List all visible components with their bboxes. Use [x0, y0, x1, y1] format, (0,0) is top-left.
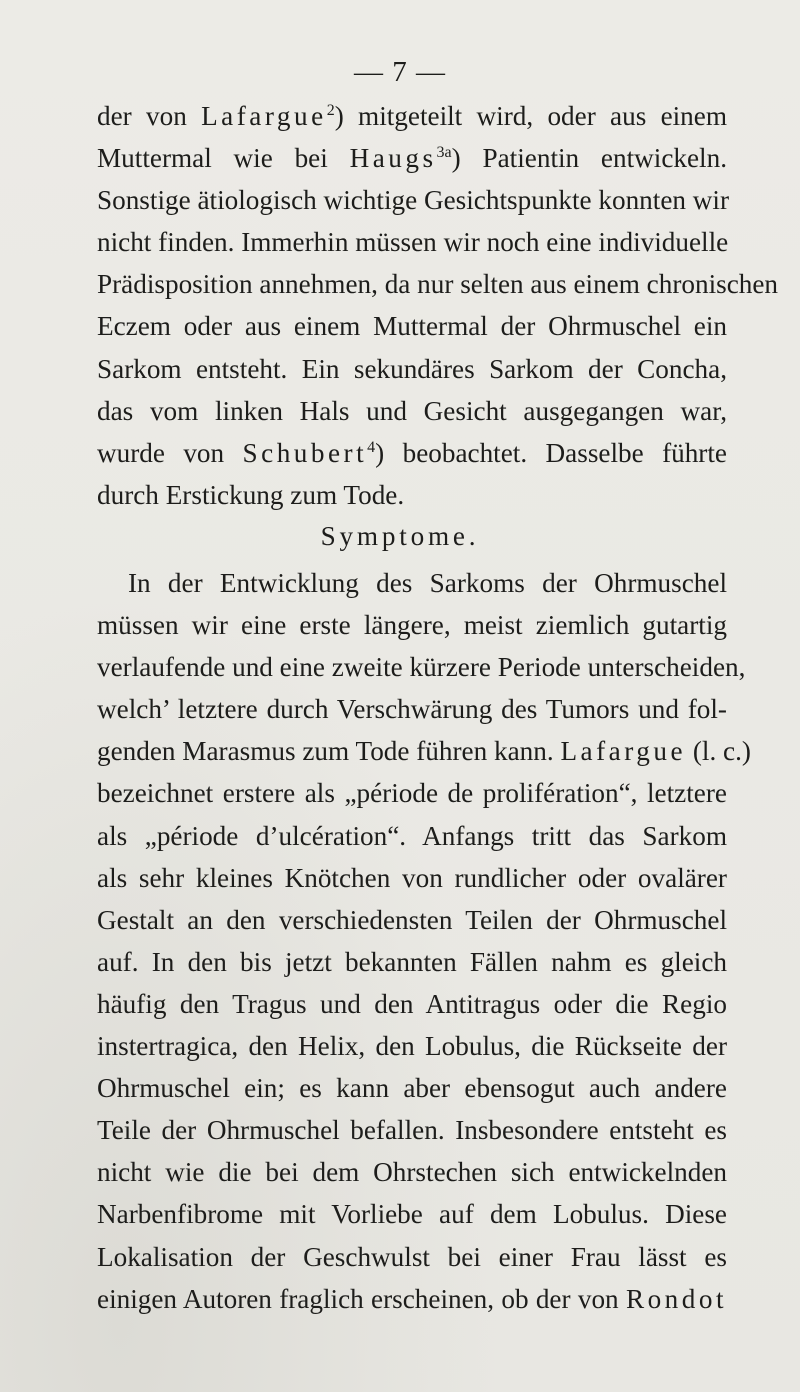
paragraph-etiology	[97, 95, 779, 516]
author-name: Haugs	[349, 143, 437, 174]
text-line: Teile der Ohrmuschel befallen. Insbesondere entsteht es	[97, 1115, 727, 1146]
author-name: Lafargue	[201, 101, 327, 131]
footnote-ref: 4	[367, 438, 376, 456]
text-line: Sarkom entsteht. Ein sekundäres Sarkom der Concha,	[97, 353, 727, 384]
text-line: nicht finden. Immerhin müssen wir noch eine individuelle	[97, 227, 729, 258]
text-line: durch Erstickung zum Tode.	[97, 479, 405, 510]
page-number: — 7 —	[354, 56, 446, 88]
text-line: auf. In den bis jetzt bekannten Fällen nahm es gleich	[97, 946, 727, 977]
text-line: Narbenfibrome mit Vorliebe auf dem Lobulus. Diese	[97, 1199, 727, 1230]
text-line: Sonstige ätiologisch wichtige Gesichtspunkte konnten wir	[97, 185, 730, 216]
text-line: welch’ letztere durch Verschwärung des Tumors und fol-	[97, 694, 727, 725]
text-line: wurde von Schubert$^4$) beobachtet. Dasselbe führte	[97, 437, 727, 468]
footnote-ref: 2	[326, 102, 335, 119]
author-name: Schubert	[242, 437, 368, 468]
text-line: als sehr kleines Knötchen von rundlicher oder ovalärer	[97, 862, 727, 893]
text-line: nicht wie die bei dem Ohrstechen sich entwickelnden	[97, 1157, 727, 1188]
text-line: verlaufende und eine zweite kürzere Periode unterscheiden,	[97, 652, 746, 683]
text-line: Prädisposition annehmen, da nur selten aus einem chronischen	[97, 269, 779, 300]
text-line: das vom linken Hals und Gesicht ausgegangen war,	[97, 395, 727, 426]
author-name: Rondot	[625, 1283, 727, 1314]
text-line: bezeichnet erstere als „période de prolifération“, letztere	[97, 778, 727, 809]
text-line: instertragica, den Helix, den Lobulus, die Rückseite der	[97, 1031, 727, 1062]
text-line: häufig den Tragus und den Antitragus oder die Regio	[97, 988, 727, 1019]
text-line: In der Entwicklung des Sarkoms der Ohrmuschel	[128, 568, 727, 598]
text-line: der von Lafargue$^2$) mitgeteilt wird, oder aus einem	[97, 101, 727, 131]
text-line: Eczem oder aus einem Muttermal der Ohrmuschel ein	[97, 311, 727, 342]
footnote-ref: 3a	[436, 144, 452, 162]
text-line: einigen Autoren fraglich erscheinen, ob der von Rondot	[97, 1283, 727, 1314]
text-line: Ohrmuschel ein; es kann aber ebensogut auch andere	[97, 1073, 727, 1104]
text-line: Muttermal wie bei Haugs$^{3a}$) Patientin entwickeln.	[97, 143, 727, 174]
text-line: Lokalisation der Geschwulst bei einer Frau lässt es	[97, 1241, 727, 1272]
text-line: Gestalt an den verschiedensten Teilen der Ohrmuschel	[97, 904, 727, 935]
text-line: als „période d’ulcération“. Anfangs tritt das Sarkom	[97, 820, 727, 851]
author-name: Lafargue	[560, 736, 687, 767]
section-heading: Symptome.	[320, 521, 480, 551]
paragraph-symptoms	[97, 562, 751, 1320]
text-line: genden Marasmus zum Tode führen kann. Lafargue (l. c.)	[97, 736, 751, 767]
text-line: müssen wir eine erste längere, meist ziemlich gutartig	[97, 610, 727, 641]
